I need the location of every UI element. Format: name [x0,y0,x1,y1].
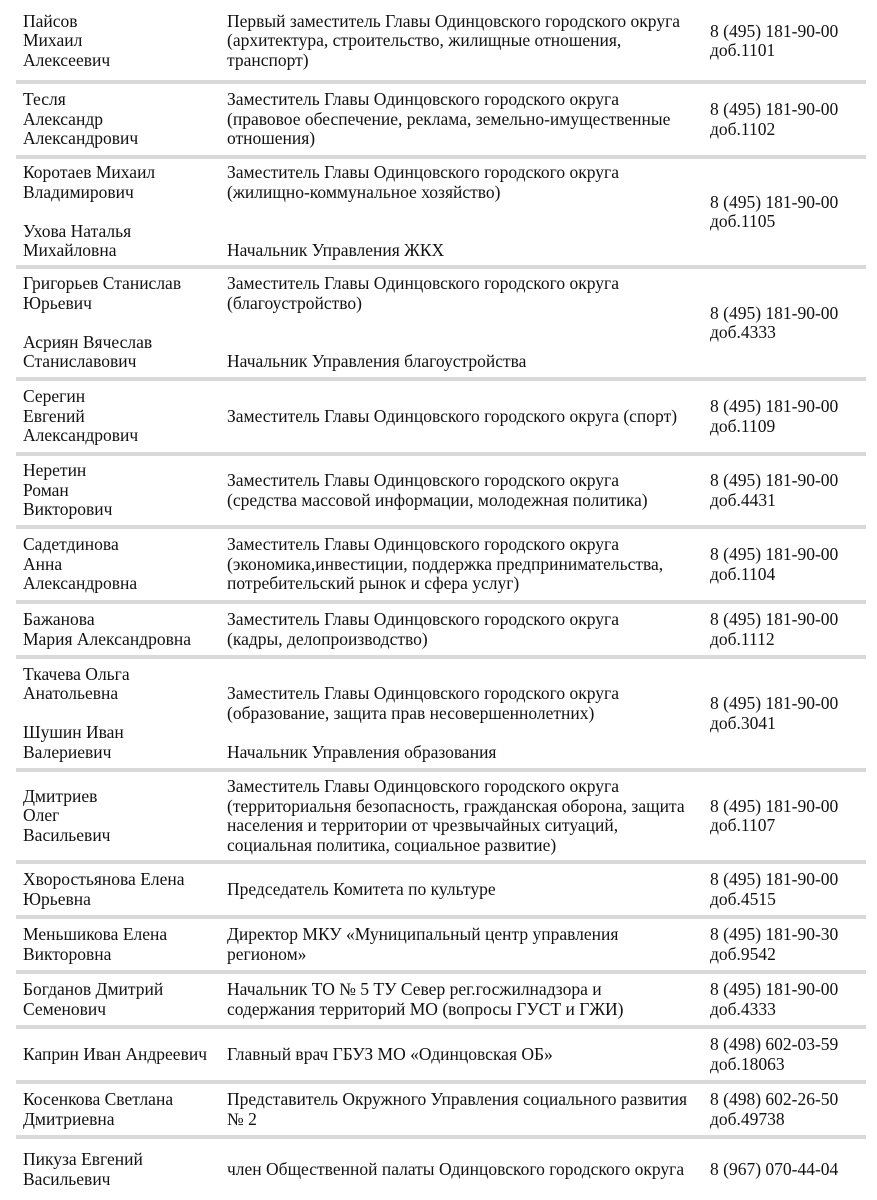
position-description-line: Заместитель Главы Одинцовского городского округа [227,683,619,704]
person-name-line: Дмитриевна [23,1108,115,1129]
phone-number-cell [710,529,875,600]
phone-number-cell [710,1139,875,1200]
phone-number-line: 8 (498) 602-26-50 [710,1089,839,1109]
position-description-line: (жилищно-коммунальное хозяйство) [227,181,501,202]
position-description-line: Начальник Управления ЖКХ [227,240,445,261]
person-name-line: Неретин [23,460,87,481]
person-name-line: Косенкова Светлана [23,1089,174,1109]
position-description-line: Начальник Управления благоустройства [227,351,527,372]
person-name-line: Ухова Наталья [23,220,132,241]
person-name-line [23,313,223,333]
position-description-line: Директор МКУ «Муниципальный центр управления [227,924,619,944]
position-description-line: Заместитель Главы Одинцовского городского округа [227,534,619,555]
phone-number-cell [710,381,875,452]
position-description-line: (правовое обеспечение, реклама, земельно-имущественные [227,108,671,129]
position-description-cell [227,381,705,452]
person-name-line: Роман [23,479,69,500]
position-description-cell [227,1084,705,1135]
person-name-line: Асриян Вячеслав [23,331,153,352]
person-name-cell [23,159,223,265]
person-name-line: Владимирович [23,181,134,202]
position-description-cell [227,2,705,80]
table-row [0,2,877,80]
position-description-line: Заместитель Главы Одинцовского городского округа [227,776,619,796]
position-description-cell [227,974,705,1025]
position-description-line: отношения) [227,128,316,149]
position-description-cell [227,919,705,970]
person-name-cell [23,974,223,1025]
position-description-line: (территориальня безопасность, гражданская оборона, защита [227,795,685,816]
position-description-cell [227,159,705,265]
phone-number-cell [710,772,875,860]
phone-number-line: доб.1104 [710,563,776,584]
table-row [0,1084,877,1135]
table-row [0,1139,877,1200]
person-name-line: Викторовна [23,943,112,964]
phone-number-line: 8 (498) 602-03-59 [710,1034,839,1054]
phone-number-line: 8 (495) 181-90-00 [710,979,839,999]
position-description-line [227,222,705,242]
phone-number-cell [710,1084,875,1135]
person-name-line: Васильевич [23,1168,111,1189]
person-name-line [23,202,223,222]
position-description-line: Начальник ТО № 5 ТУ Север рег.госжилнадзора и [227,979,602,999]
position-description-line: потребительский рынок и сфера услуг) [227,573,520,594]
person-name-line: Юрьевна [23,888,91,909]
table-row [0,659,877,768]
position-description-line: (экономика,инвестиции, поддержка предпринимательства, [227,553,664,574]
position-description-line [227,313,705,333]
position-description-line: содержания территорий МО (вопросы ГУСТ и ГЖИ) [227,998,624,1019]
phone-number-line: 8 (495) 181-90-00 [710,795,839,816]
person-name-cell [23,1029,223,1080]
position-description-line: регионом» [227,943,307,964]
position-description-line: Заместитель Главы Одинцовского городского округа [227,89,619,110]
position-description-line: Заместитель Главы Одинцовского городского округа [227,273,619,294]
person-name-line: Каприн Иван Андреевич [23,1043,207,1064]
phone-number-cell [710,604,875,655]
phone-number-line: доб.1105 [710,211,776,231]
person-name-line: Бажанова [23,609,95,629]
phone-number-line: доб.1102 [710,118,776,139]
position-description-line: Заместитель Главы Одинцовского городского округа (спорт) [227,405,678,426]
phone-number-cell [710,2,875,80]
position-description-cell [227,456,705,525]
position-description-line: транспорт) [227,49,309,70]
position-description-cell [227,1139,705,1200]
phone-number-line: 8 (495) 181-90-00 [710,396,839,416]
table-row [0,1029,877,1080]
position-description-line: (средства массовой информации, молодежная политика) [227,489,648,510]
person-name-line: Хворостьянова Елена [23,869,185,889]
person-name-cell [23,1084,223,1135]
position-description-line: Главный врач ГБУЗ МО «Одинцовская ОБ» [227,1043,553,1064]
person-name-line: Васильевич [23,824,111,845]
person-name-line: Станиславович [23,351,137,372]
phone-number-line: доб.9542 [710,943,776,964]
table-row [0,864,877,915]
table-row [0,772,877,860]
position-description-line: (благоустройство) [227,292,363,313]
person-name-line: Алексеевич [23,49,111,70]
position-description-cell [227,864,705,915]
position-description-line: член Общественной палаты Одинцовского городского округа [227,1158,685,1179]
phone-number-line: 8 (967) 070-44-04 [710,1158,839,1179]
table-row [0,381,877,452]
table-row [0,159,877,265]
person-name-line: Садетдинова [23,534,119,555]
position-description-cell [227,529,705,600]
position-description-line: Представитель Окружного Управления социального развития [227,1089,688,1109]
position-description-line: населения и территории от чрезвычайных ситуаций, [227,815,619,835]
table-row [0,456,877,525]
phone-number-line: 8 (495) 181-90-00 [710,544,839,564]
person-name-line: Пикуза Евгений [23,1149,143,1169]
person-name-line: Викторович [23,499,113,520]
person-name-line: Александрович [23,128,139,149]
phone-number-line: 8 (495) 181-90-30 [710,924,839,944]
position-description-line: Начальник Управления образования [227,741,497,762]
phone-number-cell [710,84,875,155]
table-row [0,919,877,970]
person-name-line: Серегин [23,386,86,407]
table-row [0,269,877,377]
phone-number-line: 8 (495) 181-90-00 [710,470,839,490]
phone-number-line: доб.4515 [710,888,776,909]
person-name-line: Анна [23,553,63,574]
person-name-cell [23,772,223,860]
phone-number-cell [710,159,875,265]
phone-number-line: 8 (495) 181-90-00 [710,191,839,212]
phone-number-cell [710,864,875,915]
position-description-line [227,333,705,353]
person-name-cell [23,529,223,600]
phone-number-cell [710,659,875,768]
person-name-line: Коротаев Михаил [23,162,156,183]
phone-number-cell [710,456,875,525]
person-name-line: Григорьев Станислав [23,273,182,294]
person-name-line: Дмитриев [23,785,98,806]
position-description-line [227,665,705,685]
table-row [0,84,877,155]
person-name-line: Юрьевич [23,292,92,313]
phone-number-cell [710,269,875,377]
person-name-line: Михайловна [23,240,117,261]
person-name-line: Евгений [23,405,85,426]
person-name-line: Александровна [23,573,138,594]
position-description-line: Председатель Комитета по культуре [227,878,496,899]
position-description-cell [227,84,705,155]
person-name-cell [23,456,223,525]
person-name-line [23,704,223,724]
person-name-cell [23,919,223,970]
position-description-cell [227,604,705,655]
phone-number-line: 8 (495) 181-90-00 [710,20,839,41]
phone-number-line: 8 (495) 181-90-00 [710,869,839,889]
phone-number-line: 8 (495) 181-90-00 [710,99,839,119]
phone-number-line: доб.4333 [710,322,776,342]
phone-number-cell [710,974,875,1025]
position-description-line: Первый заместитель Главы Одинцовского городского округа [227,10,681,31]
phone-number-line: доб.49738 [710,1108,785,1129]
position-description-cell [227,772,705,860]
phone-number-cell [710,919,875,970]
person-name-line: Богданов Дмитрий [23,979,164,999]
phone-number-line: доб.4431 [710,489,776,510]
person-name-cell [23,381,223,452]
phone-number-line: доб.18063 [710,1053,785,1074]
phone-number-line: доб.1112 [710,628,775,649]
phone-number-line: 8 (495) 181-90-00 [710,693,839,713]
phone-number-line: 8 (495) 181-90-00 [710,609,839,629]
phone-number-line: доб.1101 [710,40,776,60]
phone-number-line: доб.1109 [710,415,776,436]
person-name-line: Шушин Иван [23,722,124,743]
person-name-line: Александр [23,108,103,129]
position-description-line: (архитектура, строительство, жилищные отношения, [227,30,622,51]
table-row [0,529,877,600]
person-name-cell [23,864,223,915]
phone-number-line: 8 (495) 181-90-00 [710,302,839,323]
position-description-line: № 2 [227,1108,257,1129]
person-name-cell [23,659,223,768]
person-name-line: Михаил [23,30,83,51]
person-name-line: Валериевич [23,741,112,762]
position-description-cell [227,1029,705,1080]
person-name-line: Пайсов [23,10,78,31]
position-description-cell [227,659,705,768]
table-row [0,604,877,655]
position-description-line [227,202,705,222]
position-description-line: (образование, защита прав несовершеннолетних) [227,702,595,723]
person-name-line: Анатольевна [23,683,119,704]
phone-number-line: доб.1107 [710,815,776,835]
person-name-cell [23,1139,223,1200]
position-description-cell [227,269,705,377]
position-description-line [227,723,705,743]
position-description-line: Заместитель Главы Одинцовского городского округа [227,162,619,183]
person-name-line: Мария Александровна [23,628,191,649]
person-name-cell [23,2,223,80]
position-description-line: социальная политика, социальное развитие) [227,834,557,855]
phone-number-line: доб.4333 [710,998,776,1019]
position-description-line: (кадры, делопроизводство) [227,628,428,649]
person-name-cell [23,269,223,377]
phone-number-cell [710,1029,875,1080]
phone-number-line: доб.3041 [710,712,776,733]
person-name-line: Александрович [23,425,139,446]
person-name-line: Тесля [23,89,66,110]
position-description-line: Заместитель Главы Одинцовского городского округа [227,470,619,490]
person-name-line: Олег [23,805,60,826]
table-row [0,974,877,1025]
person-name-line: Меньшикова Елена [23,924,168,944]
position-description-line: Заместитель Главы Одинцовского городского округа [227,609,619,629]
person-name-line: Ткачева Ольга [23,663,130,684]
person-name-line: Семенович [23,998,107,1019]
person-name-cell [23,604,223,655]
person-name-cell [23,84,223,155]
